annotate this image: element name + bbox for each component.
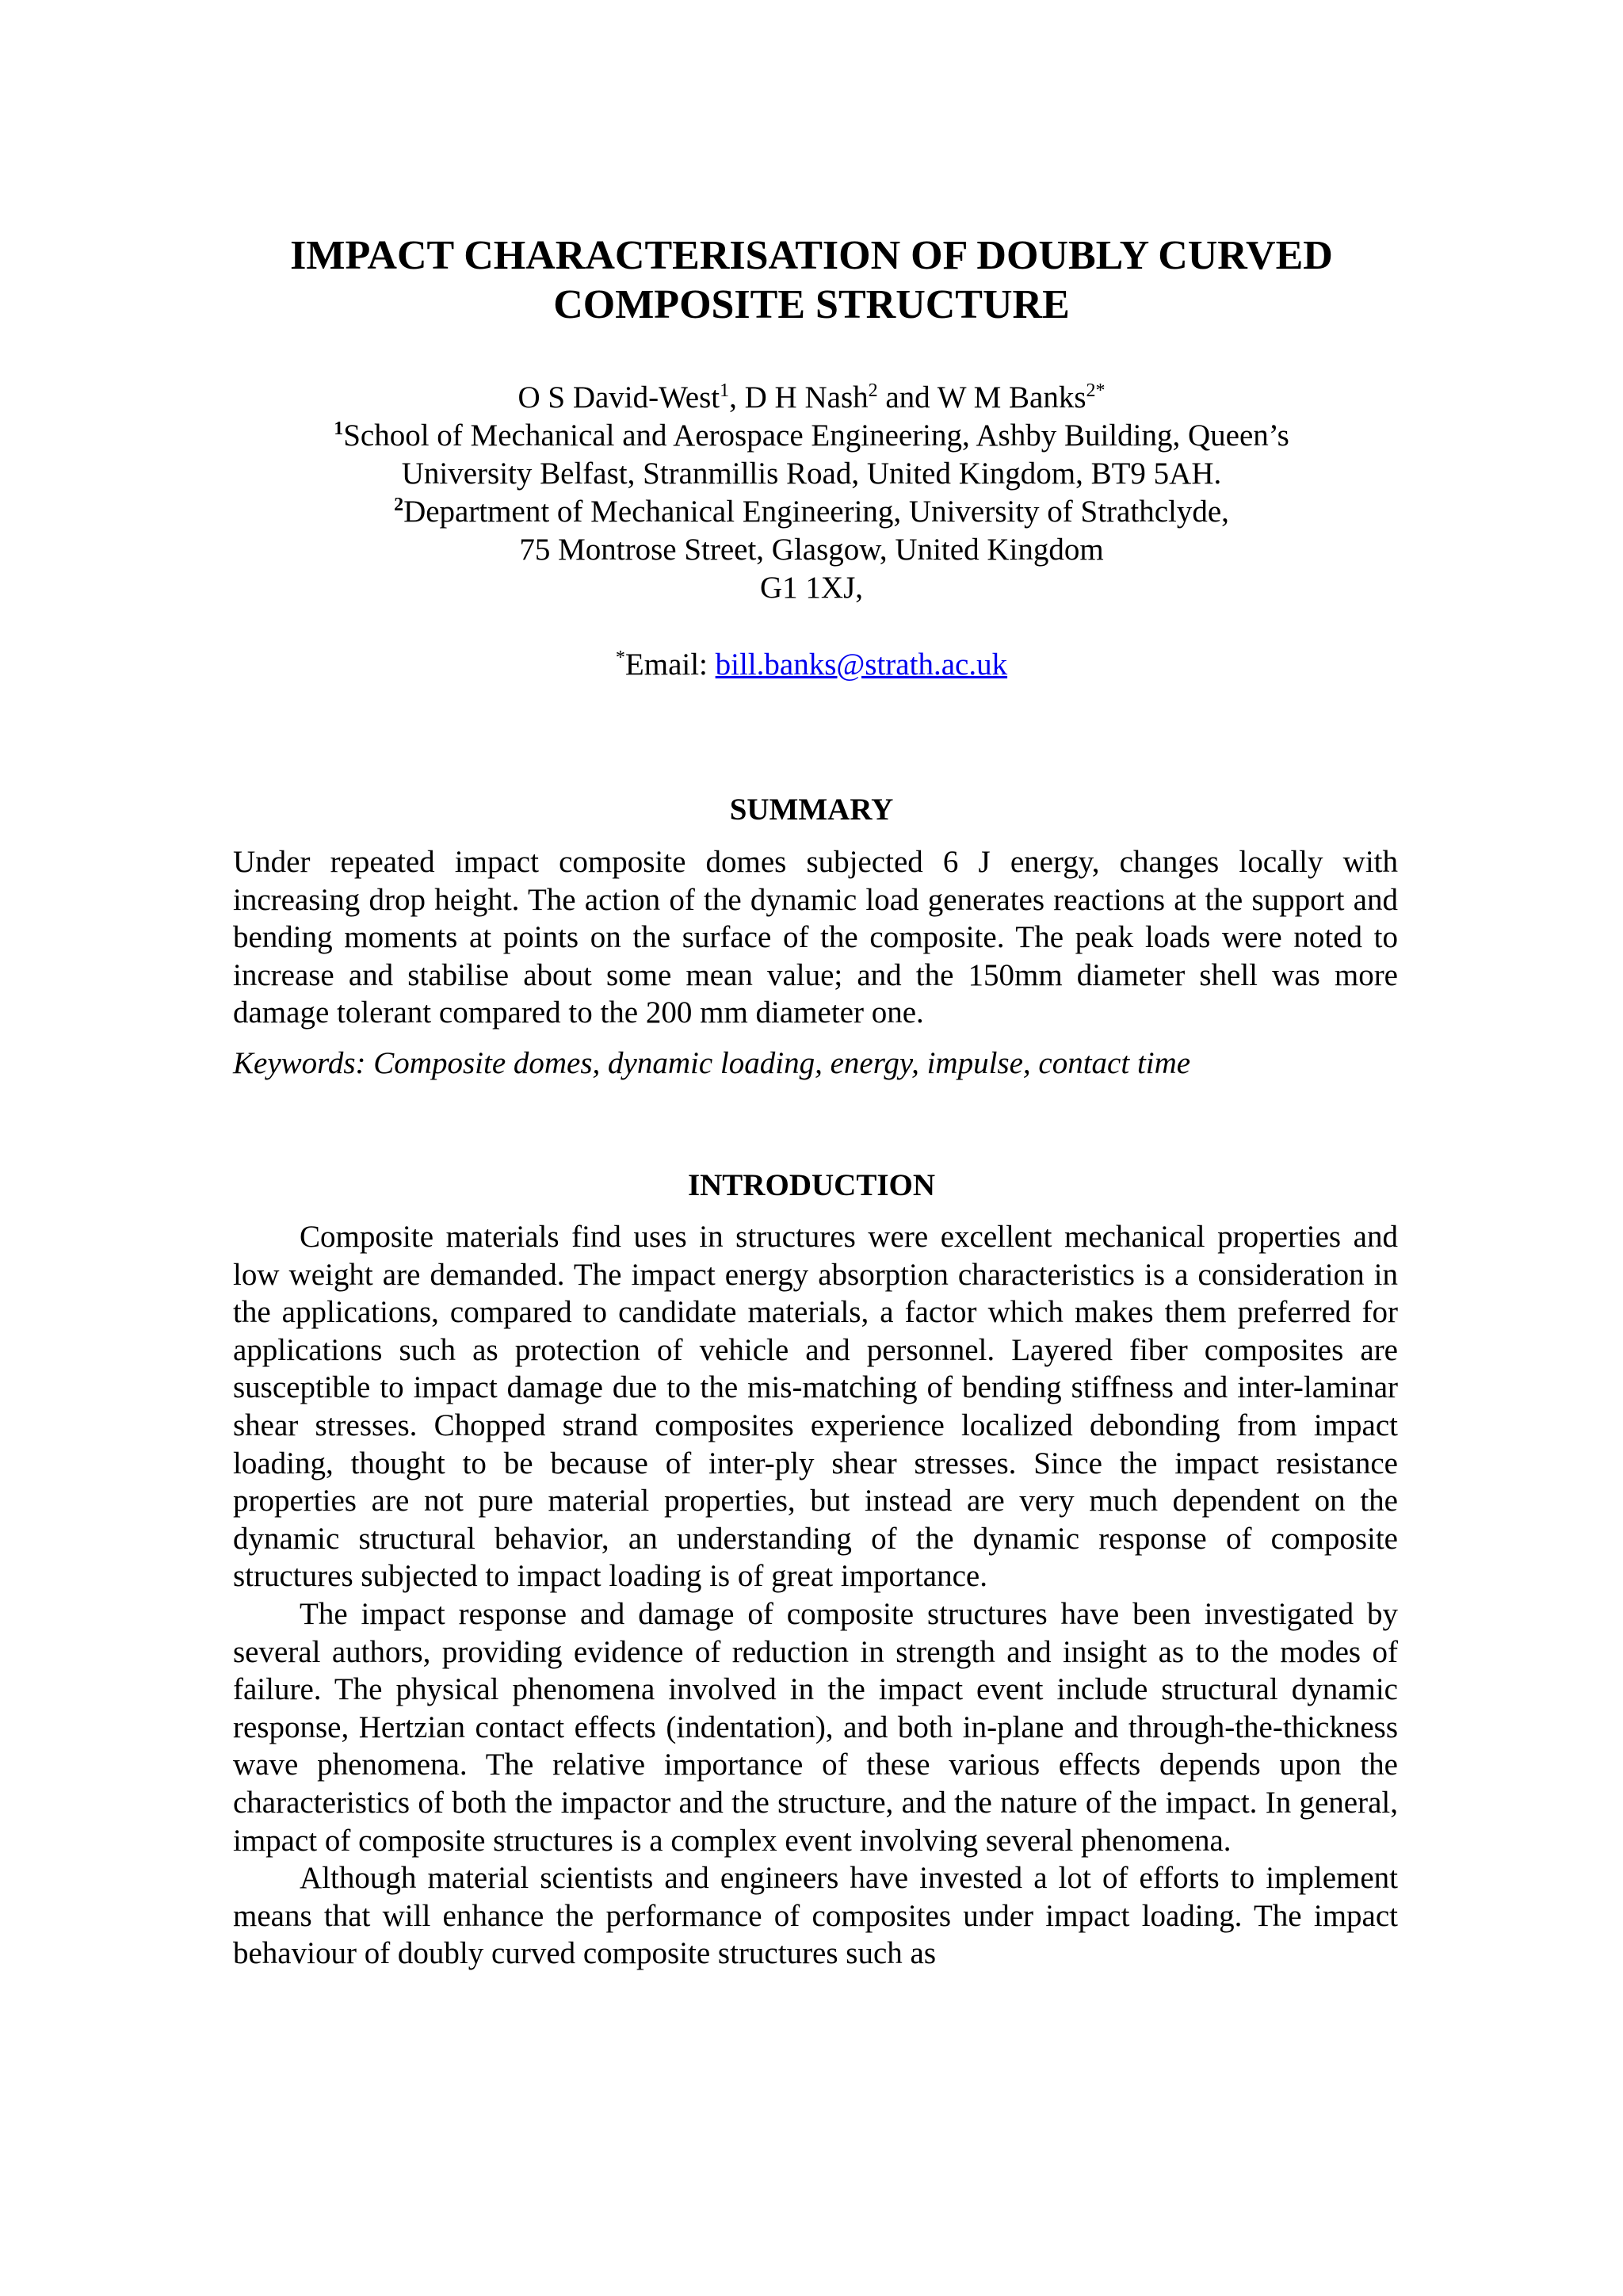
- affiliation-2-line-2: 75 Montrose Street, Glasgow, United Kingdom: [519, 533, 1104, 567]
- affiliation-2-line-1: [158, 493, 1465, 531]
- title-line-1: IMPACT CHARACTERISATION OF DOUBLY CURVED: [290, 233, 1333, 278]
- author-superscript: 1: [720, 380, 730, 401]
- affiliation-1-line-2: University Belfast, Stranmillis Road, United Kingdom, BT9 5AH.: [401, 457, 1222, 491]
- summary-heading: SUMMARY: [729, 793, 894, 827]
- author-separator: ,: [729, 380, 745, 415]
- introduction-heading: INTRODUCTION: [687, 1168, 936, 1202]
- affiliation-text: Department of Mechanical Engineering, University of Strathclyde,: [403, 495, 1229, 529]
- keywords-line: Keywords: Composite domes, dynamic loading, energy, impulse, contact time: [233, 1046, 1191, 1080]
- paper-title: [158, 231, 1465, 330]
- author-separator: and: [877, 380, 938, 415]
- title-line-2: COMPOSITE STRUCTURE: [553, 282, 1070, 327]
- affiliation-marker: 1: [334, 418, 344, 439]
- introduction-paragraph-1: Composite materials find uses in structures were excellent mechanical properties and low weight are demanded. The impact energy absorption characteristics is a consideration in the applications, compared to candidate materials, a factor which makes them preferred for applications such as protection of vehicle and personnel. Layered fiber composites are susceptible to impact damage due to the mis-matching of bending stiffness and inter-laminar shear stresses. Chopped strand composites experience localized debonding from impact loading, thought to be because of inter-ply shear stresses. Since the impact resistance properties are not pure material properties, but instead are very much dependent on the dynamic structural behavior, an understanding of the dynamic response of composite structures subjected to impact loading is of great importance.: [233, 1220, 1398, 1594]
- introduction-paragraph-3: Although material scientists and engineers have invested a lot of efforts to implement means that will enhance the performance of composites under impact loading. The impact behaviour of doubly curved composite structures such as: [233, 1861, 1398, 1971]
- affiliation-1-line-1: [158, 417, 1465, 455]
- affiliation-2-line-3: G1 1XJ,: [759, 571, 863, 605]
- author-name: D H Nash: [744, 380, 869, 415]
- summary-paragraph: Under repeated impact composite domes subjected 6 J energy, changes locally with increasing drop height. The action of the dynamic load generates reactions at the support and bending moments at points on the surface of the composite. The peak loads were noted to increase and stabilise about some mean value; and the 150mm diameter shell was more damage tolerant compared to the 200 mm diameter one.: [233, 845, 1398, 1030]
- summary-body: [233, 843, 1398, 1032]
- author-block: [158, 379, 1465, 607]
- author-name: O S David-West: [517, 380, 720, 415]
- author-superscript: 2: [868, 380, 878, 401]
- email-label: Email:: [624, 648, 716, 682]
- email-line: [158, 646, 1465, 684]
- author-superscript: 2*: [1086, 380, 1106, 401]
- affiliation-marker: 2: [394, 495, 404, 515]
- author-line: [158, 379, 1465, 417]
- affiliation-text: School of Mechanical and Aerospace Engineering, Ashby Building, Queen’s: [343, 418, 1289, 453]
- introduction-body: [233, 1218, 1398, 1973]
- email-marker: *: [615, 648, 625, 668]
- introduction-paragraph-2: The impact response and damage of composite structures have been investigated by several authors, providing evidence of reduction in strength and insight as to the modes of failure. The physical phenomena involved in the impact event include structural dynamic response, Hertzian contact effects (indentation), and both in-plane and through-the-thickness wave phenomena. The relative importance of these various effects depends upon the characteristics of both the impactor and the structure, and the nature of the impact. In general, impact of composite structures is a complex event involving several phenomena.: [233, 1596, 1398, 1858]
- email-link[interactable]: bill.banks@strath.ac.uk: [715, 648, 1008, 682]
- author-name: W M Banks: [937, 380, 1086, 415]
